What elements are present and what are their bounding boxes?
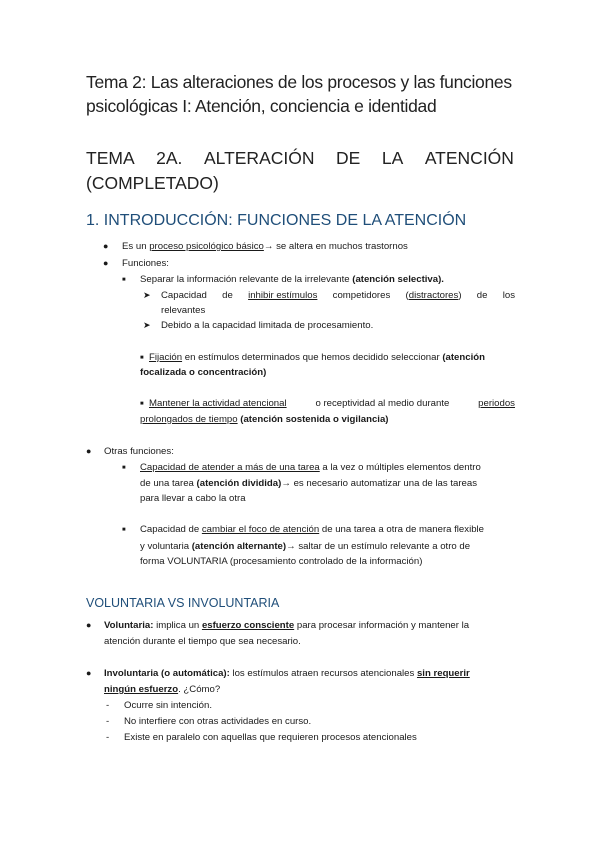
document-title-line2: psicológicas I: Atención, conciencia e identidad [86,96,437,116]
list-item: Existe en paralelo con aquellas que requieren procesos atencionales [124,732,417,743]
subtitle-word: DE [336,148,361,168]
list-item-continuation: y voluntaria (atención alternante)→ saltar de un estímulo relevante a otro de [140,541,471,552]
document-title-line1: Tema 2: Las alteraciones de los procesos y las funciones [86,72,512,92]
list-item: Es un proceso psicológico básico→ se altera en muchos trastornos [122,241,408,252]
list-item: Capacidad de cambiar el foco de atención de una tarea a otra de manera flexible [140,524,485,535]
list-item: Involuntaria (o automática): los estímulos atraen recursos atencionales sin requerir [104,668,470,679]
bullet-arrow-icon: ➤ [143,290,151,300]
list-item: Voluntaria: implica un esfuerzo consciente para procesar información y mantener la [104,620,470,631]
list-item: Otras funciones: [104,446,174,457]
list-item: Debido a la capacidad limitada de procesamiento. [161,320,374,331]
list-item-continuation: para llevar a cabo la otra [140,493,246,504]
list-item: Capacidad de atender a más de una tarea a la vez o múltiples elementos dentro [140,462,481,473]
list-item-continuation: de una tarea (atención dividida)→ es necesario automatizar una de las tareas [140,478,478,489]
list-item: Separar la información relevante de la irrelevante (atención selectiva). [140,274,444,285]
subtitle-word: LA [381,148,404,168]
bullet-square-icon: ■ [122,277,126,283]
list-item: Capacidad de inhibir estímulos competidores (distractores) de los [161,290,515,301]
list-item: Ocurre sin intención. [124,700,212,711]
list-item: Mantener la actividad atencional o receptividad al medio durante periodos [149,398,515,409]
bullet-dot-icon: ● [86,668,92,678]
bullet-square-icon: ■ [122,465,126,471]
subtitle-word: ATENCIÓN [424,148,514,168]
list-item: Fijación en estímulos determinados que hemos decidido seleccionar (atención [149,352,485,363]
list-item-continuation: relevantes [161,305,206,316]
bullet-arrow-icon: ➤ [143,320,151,330]
list-item: Funciones: [122,258,169,269]
list-item: No interfiere con otras actividades en curso. [124,716,312,727]
bullet-dash-icon: - [106,732,110,743]
document-subtitle-line1 [86,148,514,169]
bullet-dot-icon: ● [103,241,109,251]
bullet-square-icon: ■ [122,527,126,533]
subtitle-word: TEMA [86,148,135,168]
list-item-continuation: ningún esfuerzo. ¿Cómo? [104,684,221,695]
list-item-continuation: prolongados de tiempo (atención sostenida o vigilancia) [140,414,389,425]
bullet-dash-icon: - [106,716,110,727]
list-item-continuation: focalizada o concentración) [140,367,267,378]
section-heading-introduccion: 1. INTRODUCCIÓN: FUNCIONES DE LA ATENCIÓN [86,212,467,229]
section-heading-voluntaria: VOLUNTARIA VS INVOLUNTARIA [86,596,280,610]
subtitle-word: ALTERACIÓN [203,148,315,168]
list-item-continuation: atención durante el tiempo que sea necesario. [104,636,301,647]
bullet-square-icon: ■ [140,355,144,361]
bullet-dot-icon: ● [103,258,109,268]
bullet-square-icon: ■ [140,401,144,407]
bullet-dash-icon: - [106,700,110,711]
bullet-dot-icon: ● [86,446,92,456]
bullet-dot-icon: ● [86,620,92,630]
list-item-continuation: forma VOLUNTARIA (procesamiento controlado de la información) [140,556,423,567]
document-subtitle-line2: (COMPLETADO) [86,173,219,193]
subtitle-word: 2A. [156,148,183,168]
